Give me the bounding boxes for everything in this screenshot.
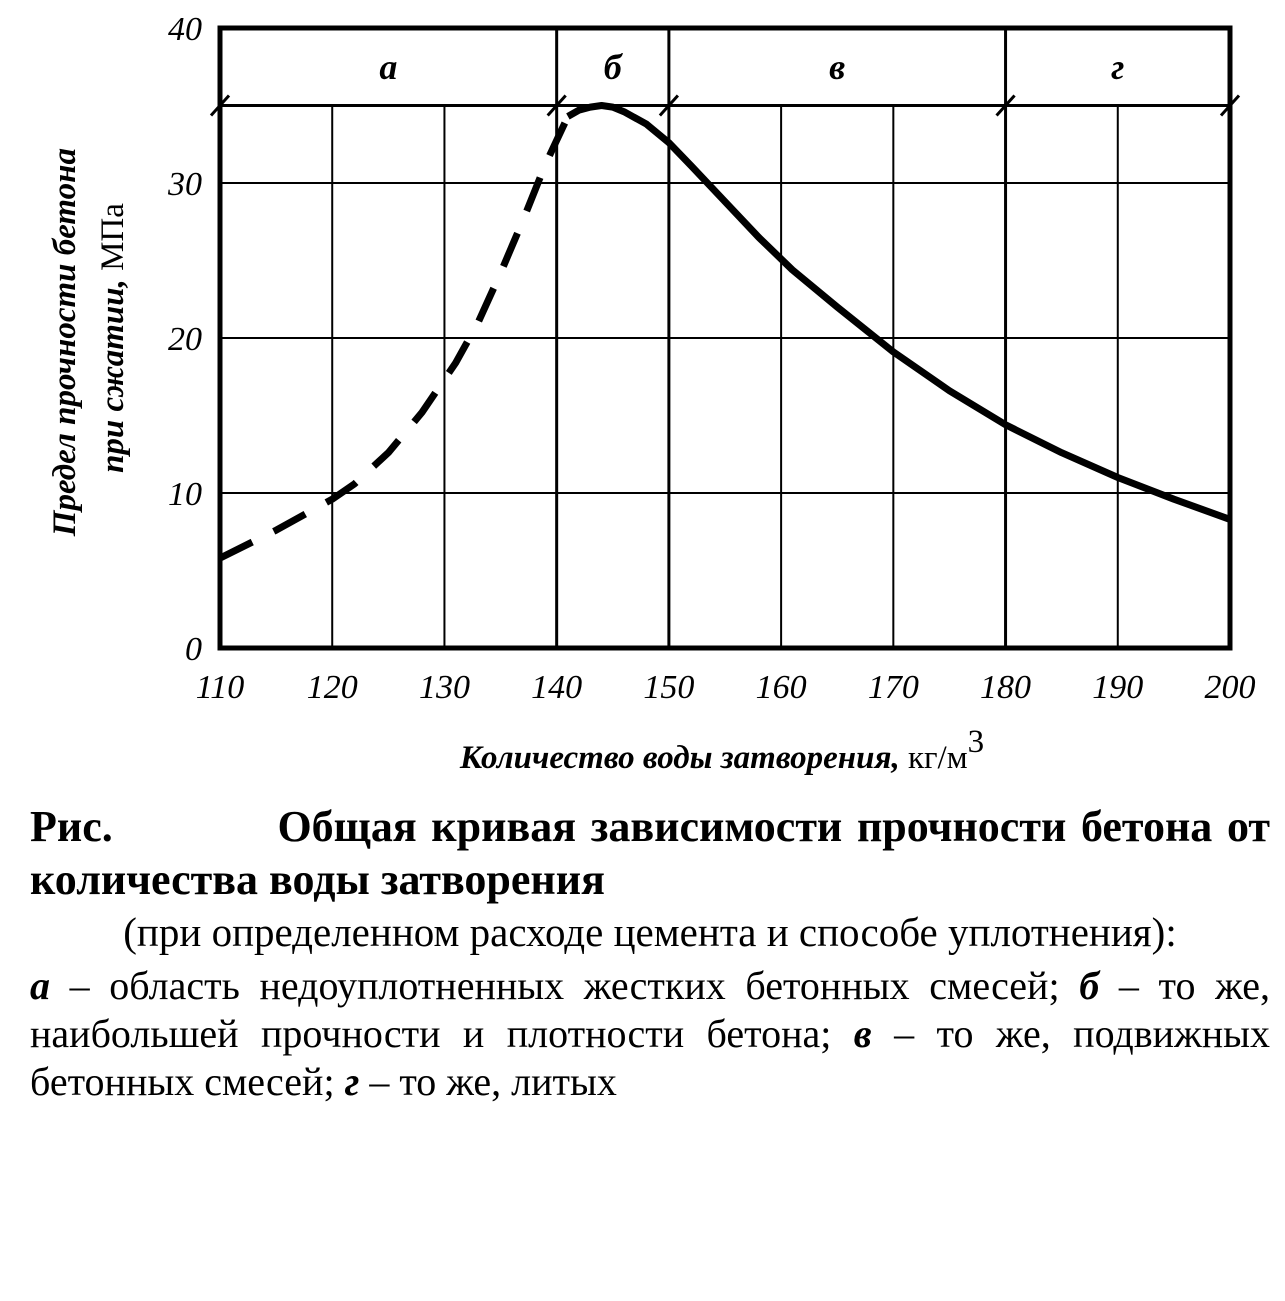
x-tick-label-4: 150 xyxy=(643,669,695,706)
x-tick-labels xyxy=(196,669,1256,706)
legend-key-a: а xyxy=(30,963,50,1008)
y-axis-title-line1: Предел прочности бетона xyxy=(47,148,83,537)
caption-title-block xyxy=(30,800,1270,906)
y-tick-label-2: 20 xyxy=(168,321,202,358)
zone-label-3: г xyxy=(1111,46,1125,87)
x-tick-label-1: 120 xyxy=(306,669,358,706)
y-tick-label-4: 40 xyxy=(168,11,202,48)
series-solid-line xyxy=(568,106,1230,520)
y-tick-label-0: 0 xyxy=(185,631,202,668)
legend-key-g: г xyxy=(344,1059,360,1104)
caption-title: Общая кривая зависимости прочности бетона от количества воды затворения xyxy=(30,802,1271,904)
caption-label: Рис. xyxy=(30,802,113,851)
x-tick-label-0: 110 xyxy=(195,669,245,706)
y-tick-labels xyxy=(167,11,202,668)
x-tick-label-9: 200 xyxy=(1204,669,1256,706)
x-axis-unit-sup: 3 xyxy=(967,724,985,760)
x-tick-label-6: 170 xyxy=(867,669,919,706)
caption-legend xyxy=(30,962,1270,1106)
y-axis-title xyxy=(47,140,131,537)
caption-subtitle: (при определенном расходе цемента и способе уплотнения): xyxy=(123,909,1177,955)
grid xyxy=(220,28,1230,648)
legend-text-b: – то же, наибольшей прочности и плотности бетона; xyxy=(30,963,1270,1056)
legend-text-g: – то же, литых xyxy=(359,1059,617,1104)
x-axis-title-text: Количество воды затворения, xyxy=(459,740,900,776)
figure-caption xyxy=(30,800,1270,1106)
legend-text-v: – то же, подвижных бетонных смесей; xyxy=(30,1011,1270,1104)
y-axis-title-line2-text: при сжатии, xyxy=(95,279,131,473)
zone-label-2: в xyxy=(829,46,846,87)
zone-label-1: б xyxy=(603,46,622,87)
y-axis-title-line2 xyxy=(95,203,131,473)
zone-label-0: а xyxy=(379,46,398,87)
legend-key-b: б xyxy=(1079,963,1100,1008)
x-tick-label-7: 180 xyxy=(980,669,1032,706)
y-tick-label-1: 10 xyxy=(168,476,202,513)
x-tick-label-8: 190 xyxy=(1092,669,1144,706)
x-axis-unit: кг/м xyxy=(907,740,968,776)
x-axis-title xyxy=(459,724,984,776)
zones xyxy=(211,47,1239,116)
y-axis-unit: МПа xyxy=(95,203,131,271)
x-tick-label-2: 130 xyxy=(418,669,470,706)
series xyxy=(220,106,1230,559)
legend-key-v: в xyxy=(853,1011,872,1056)
x-tick-label-5: 160 xyxy=(755,669,807,706)
legend-text-a: – область недоуплотненных жестких бетонных смесей; xyxy=(50,963,1080,1008)
x-tick-label-3: 140 xyxy=(531,669,583,706)
y-tick-label-3: 30 xyxy=(168,166,202,203)
